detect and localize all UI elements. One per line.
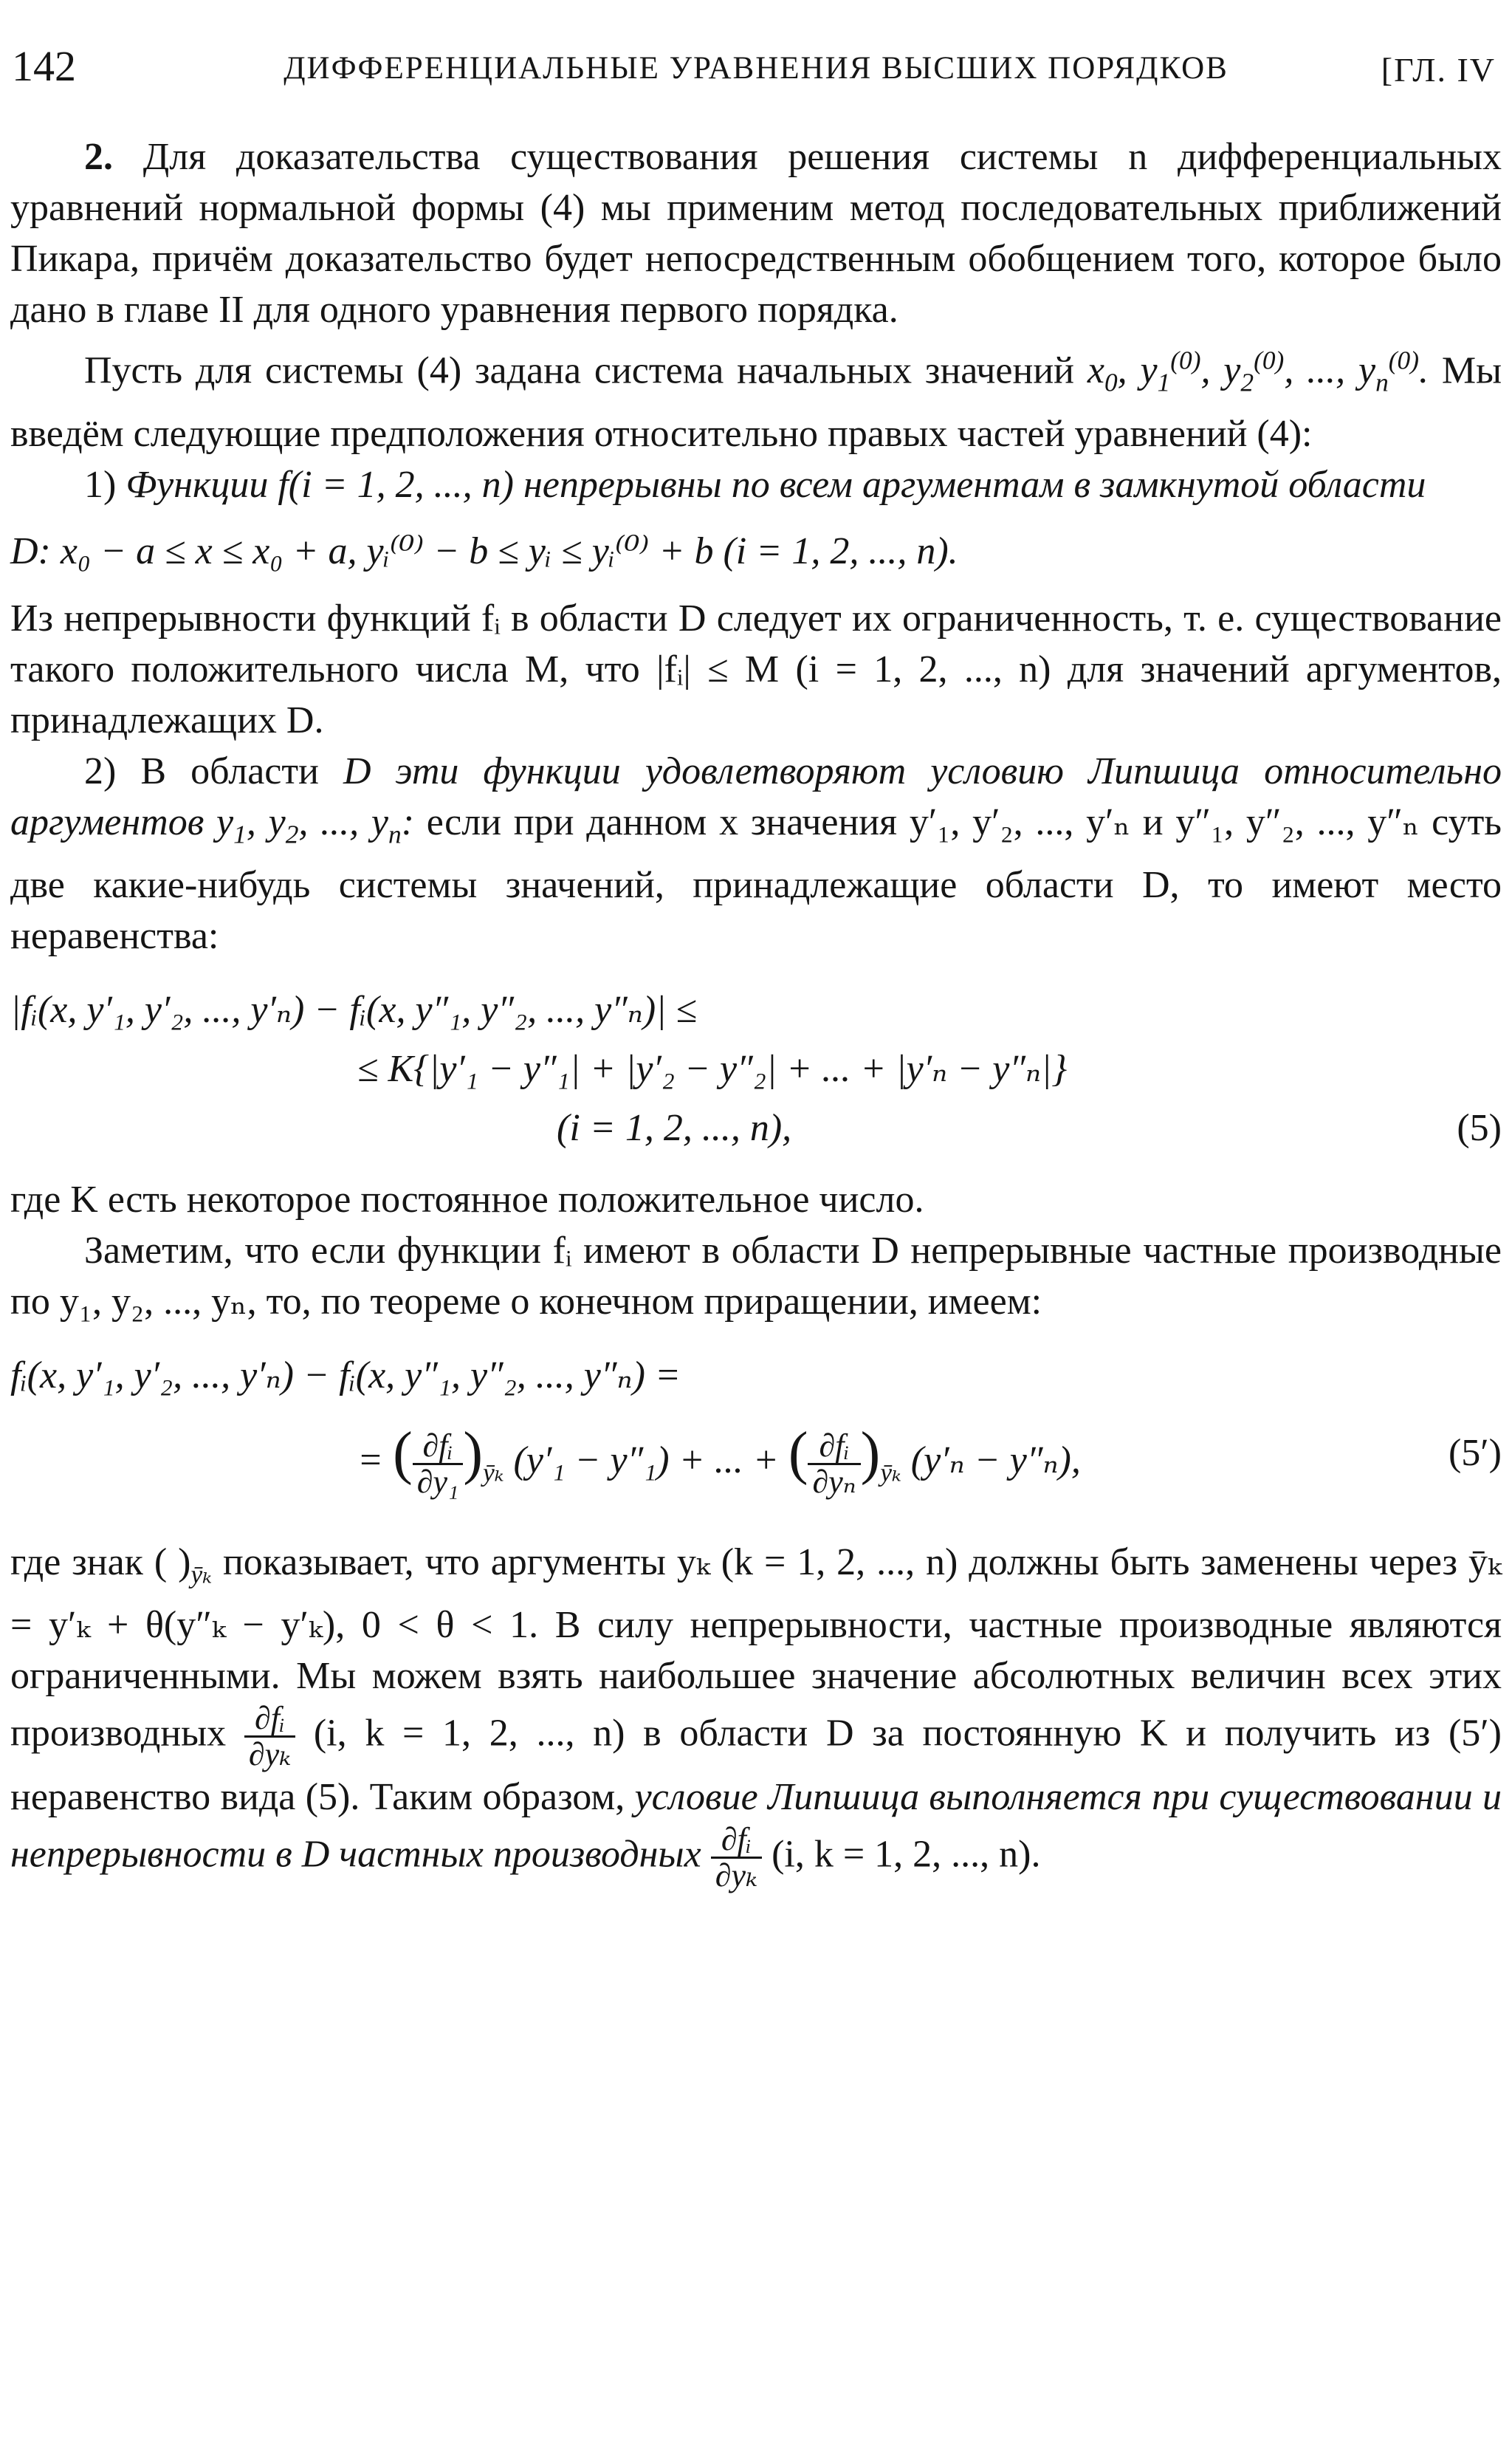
- condition-2-lipschitz: 2) В области D эти функции удовлетворяют условию Липшица относительно аргументов $y_1$, $y_2$, ..., $y_n$: если при данном x значения y′₁, y′₂, ..., y′ₙ и y″₁, y″₂, ..., y″ₙ суть две какие-нибудь системы значений, принадлежащие области D, то имеют место неравенства:: [10, 750, 1502, 958]
- paragraph-picard-method: [10, 131, 1502, 335]
- chapter-label: [ГЛ. IV: [1381, 51, 1496, 89]
- equation-5-prime: [10, 1346, 1502, 1520]
- page-header: [12, 41, 1500, 93]
- equation-5-line-2: ≤ K{|y′₁ − y″₁| + |y′₂ − y″₂| + ... + |y′ₙ − y″ₙ|}: [357, 1048, 1068, 1091]
- equation-index-range: (i = 1, 2, ..., n),: [557, 1107, 792, 1150]
- equation-5-line-3: [10, 1099, 1502, 1158]
- paragraph-boundedness: Из непрерывности функций fᵢ в области D следует их ограниченность, т. е. существование такого положительного числа M, что |fᵢ| ≤ M (i = 1, 2, ..., n) для значений аргументов, принадлежащих D.: [10, 597, 1502, 741]
- evaluation-point: ȳₖ: [880, 1457, 901, 1487]
- condition-text: эти функции удовлетворяют условию Липшица относительно аргументов: [10, 750, 1502, 843]
- condition-text: Функции f(i = 1, 2, ..., n) непрерывны по всем аргументам в замкнутой области: [126, 463, 1426, 506]
- condition-1: [10, 459, 1502, 510]
- partial-derivative-ik: $\frac{\text{∂fᵢ}}{\text{∂yₖ}}$: [244, 1701, 295, 1772]
- equation-term: (y′₁ − y″₁) + ... +: [513, 1439, 779, 1482]
- partial-derivative-n: $\frac{\text{∂fᵢ}}{\text{∂yₙ}}$: [808, 1429, 860, 1499]
- paragraph-constant-k: где K есть некоторое постоянное положительное число.: [10, 1179, 924, 1221]
- equation-5-prime-line-1: fᵢ(x, y′₁, y′₂, ..., y′ₙ) − fᵢ(x, y″₁, y″₂, ..., y″ₙ) =: [10, 1354, 681, 1397]
- lipschitz-conclusion: условие Липшица выполняется при существовании и непрерывности в D частных производных: [10, 1775, 1502, 1876]
- partial-derivative-ik: $\frac{\text{∂fᵢ}}{\text{∂yₖ}}$: [711, 1823, 762, 1893]
- paragraph-text: показывает, что аргументы yₖ (k = 1, 2, ..., n) должны быть заменены через ȳₖ = y′ₖ + θ(y″ₖ − y′ₖ), 0 < θ < 1. В силу непрерывности, частные производные являются ограниченными. Мы можем взять наибольшее значение абсолютных величин всех этих производных: [10, 1540, 1502, 1755]
- equation-number: (5): [1457, 1107, 1502, 1150]
- running-title: ДИФФЕРЕНЦИАЛЬНЫЕ УРАВНЕНИЯ ВЫСШИХ ПОРЯДКОВ: [284, 51, 1228, 86]
- equation-number: (5′): [1448, 1432, 1502, 1475]
- equation-5-line-1: |fᵢ(x, y′₁, y′₂, ..., y′ₙ) − fᵢ(x, y″₁, y″₂, ..., y″ₙ)| ≤: [10, 989, 698, 1032]
- equation-5-prime-line-2: = ( $\frac{\text{∂fᵢ}}{\text{∂y₁}}$ )$_{ȳ_k}$ (y′₁ − y″₁) + ... + ( $\frac{\text{∂fᵢ}}{\text{∂yₙ}}$ )$_{ȳ_k}$ (y′ₙ − y″ₙ), (5′): [10, 1405, 1502, 1520]
- paragraph-text: 2) В области: [84, 750, 319, 792]
- page-number: 142: [12, 42, 76, 90]
- equation-term: (y′ₙ − y″ₙ),: [910, 1439, 1081, 1482]
- paragraph-text: Мы введём следующие предположения относительно правых частей уравнений (4):: [10, 349, 1502, 455]
- paragraph-text: (i, k = 1, 2, ..., n) в области D за постоянную K и получить из (5′) неравенство вида (5). Таким образом,: [10, 1712, 1502, 1818]
- page-body: [10, 131, 1502, 1893]
- index-range: (i, k = 1, 2, ..., n).: [772, 1833, 1041, 1876]
- paragraph-text: если при данном x значения y′₁, y′₂, ..., y′ₙ и y″₁, y″₂, ..., y″ₙ суть две какие-нибудь системы значений, принадлежащие области D, то имеют место неравенства:: [10, 801, 1502, 958]
- equation-5: [10, 981, 1502, 1158]
- partial-derivative-1: $\frac{\text{∂fᵢ}}{\text{∂y₁}}$: [413, 1429, 464, 1499]
- initial-values-list: $x_0$, $y_1^{(0)}$, $y_2^{(0)}$, ..., $y_n^{(0)}$.: [1087, 346, 1429, 397]
- paragraph-initial-values: [10, 335, 1502, 459]
- paragraph-conclusion: [10, 1537, 1502, 1893]
- paragraph-mean-value: Заметим, что если функции fᵢ имеют в области D непрерывные частные производные по y₁, y₂, ..., yₙ, то, по теореме о конечном приращении, имеем:: [10, 1230, 1502, 1323]
- evaluation-point: ȳₖ: [482, 1457, 504, 1487]
- argument-list: $y_1$, $y_2$, ..., $y_n$:: [216, 801, 415, 849]
- domain-formula: D: x₀ − a ≤ x ≤ x₀ + a, yᵢ⁽⁰⁾ − b ≤ yᵢ ≤ yᵢ⁽⁰⁾ + b (i = 1, 2, ..., n).: [10, 529, 958, 572]
- paragraph-text: где знак ( ): [10, 1540, 191, 1583]
- item-number: 2.: [84, 136, 113, 178]
- equals-sign: =: [357, 1439, 384, 1482]
- condition-number: 1): [84, 463, 117, 506]
- paragraph-text: Пусть для системы (4) задана система начальных значений: [84, 349, 1074, 392]
- evaluation-point: ȳₖ: [190, 1558, 213, 1588]
- paragraph-text: Для доказательства существования решения системы n дифференциальных уравнений нормальной формы (4) мы применим метод последовательных приближений Пикара, причём доказательство будет непосредственным обобщением того, которое было дано в главе II для одного уравнения первого порядка.: [10, 136, 1502, 331]
